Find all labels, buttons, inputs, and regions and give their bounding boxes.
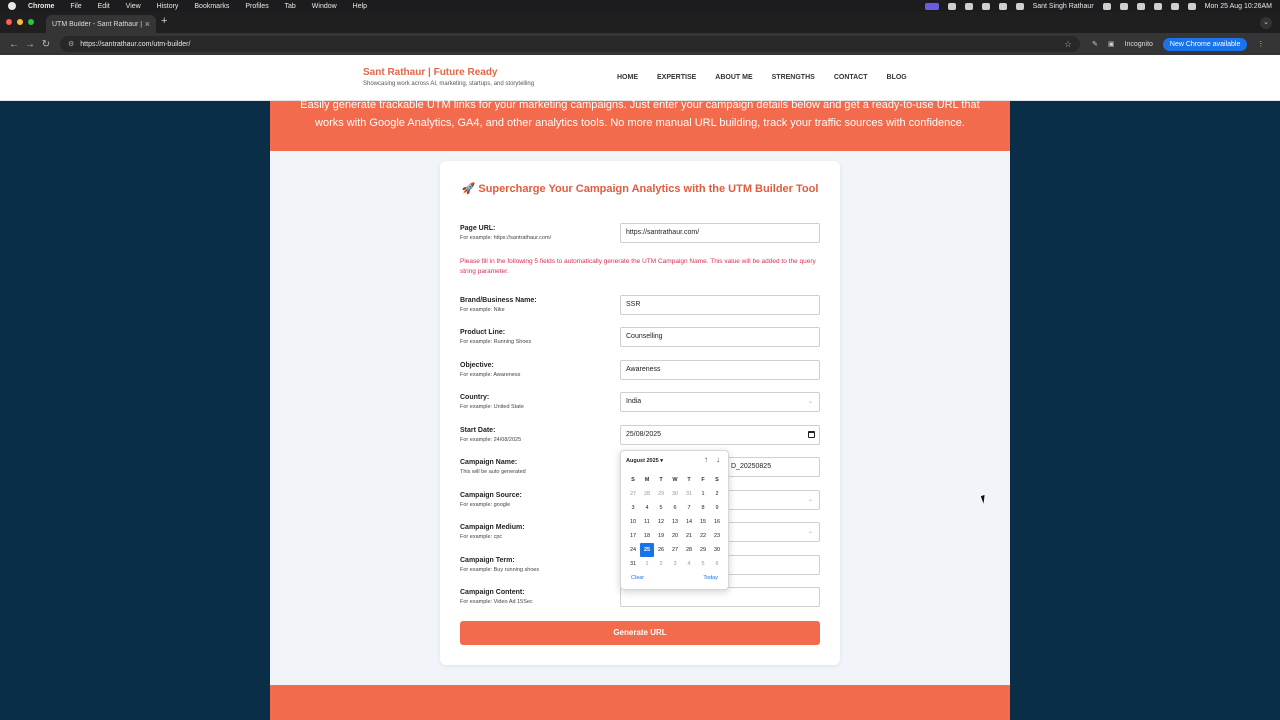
- site-info-icon[interactable]: ⚙: [68, 41, 75, 48]
- chevron-down-icon: ⌄: [807, 399, 813, 405]
- weekday-label: F: [701, 477, 705, 483]
- brand-tagline: Showcasing work across AI, marketing, startups, and storytelling: [363, 81, 535, 87]
- field-example: For example: Buy running shoes: [460, 567, 540, 573]
- calendar-day[interactable]: 15: [699, 519, 707, 525]
- calendar-day[interactable]: 13: [671, 519, 679, 525]
- page-url-input[interactable]: https://santrathaur.com/: [620, 223, 820, 243]
- battery-icon[interactable]: [1120, 3, 1128, 10]
- site-brand[interactable]: [363, 67, 534, 87]
- menu-view[interactable]: View: [125, 2, 141, 10]
- field-page-url: [460, 225, 820, 247]
- field-example: This will be auto generated: [460, 469, 526, 475]
- hero-banner: [270, 101, 1010, 151]
- calendar-day[interactable]: 27: [629, 491, 637, 497]
- nav-expertise[interactable]: EXPERTISE: [657, 74, 697, 81]
- field-start-date: [460, 427, 820, 449]
- field-example: For example: Running Shoes: [460, 339, 532, 345]
- browser-toolbar: [0, 33, 1280, 55]
- reload-icon[interactable]: ↻: [41, 38, 51, 50]
- wrench-icon[interactable]: [999, 3, 1007, 10]
- calendar-day[interactable]: 5: [659, 505, 663, 511]
- field-example: For example: United State: [460, 404, 524, 410]
- clear-date-button[interactable]: Clear: [631, 575, 645, 581]
- notice-text: Please fill in the following 5 fields to automatically generate the UTM Campaign Name. This value will be added to the query string parameter.: [460, 258, 816, 275]
- search-icon[interactable]: [1154, 3, 1162, 10]
- today-button[interactable]: Today: [703, 575, 718, 581]
- calendar-day[interactable]: 4: [645, 505, 649, 511]
- weekday-label: T: [659, 477, 663, 483]
- hero-text: Easily generate trackable UTM links for your marketing campaigns. Just enter your campaign details below and get a ready-to-use URL that works with Google Analytics, GA4, and other analytics tools. No more manual URL building, track your traffic sources with confidence.: [300, 99, 980, 129]
- app-menus: [28, 3, 381, 10]
- calendar-day[interactable]: 3: [673, 561, 677, 567]
- menu-tab[interactable]: Tab: [284, 2, 296, 10]
- calendar-day[interactable]: 20: [671, 533, 679, 539]
- siri-icon[interactable]: [1188, 3, 1196, 10]
- nav-strengths[interactable]: STRENGTHS: [771, 74, 815, 81]
- weekday-label: W: [672, 477, 678, 483]
- calendar-day[interactable]: 12: [657, 519, 665, 525]
- nav-contact[interactable]: CONTACT: [833, 74, 868, 81]
- previous-month-icon[interactable]: ↑: [704, 455, 708, 464]
- calendar-day[interactable]: 17: [629, 533, 637, 539]
- calendar-day[interactable]: 3: [631, 505, 635, 511]
- new-tab-icon[interactable]: +: [161, 15, 168, 27]
- calendar-day[interactable]: 28: [643, 491, 651, 497]
- field-label: Campaign Source:: [460, 492, 522, 499]
- month-selector[interactable]: August 2025 ▾: [626, 458, 663, 464]
- form-heading: 🚀 Supercharge Your Campaign Analytics with the UTM Builder Tool: [461, 183, 819, 195]
- chevron-down-icon: ⌄: [807, 529, 813, 535]
- incognito-indicator[interactable]: Incognito: [1124, 40, 1153, 48]
- field-example: For example: https://santrathaur.com/: [460, 235, 552, 241]
- calendar-day[interactable]: 31: [629, 561, 637, 567]
- calendar-day[interactable]: 25: [640, 543, 654, 557]
- calendar-day[interactable]: 7: [687, 505, 691, 511]
- window-controls: [6, 19, 34, 25]
- control-center-icon[interactable]: [1171, 3, 1179, 10]
- field-label: Page URL:: [460, 225, 496, 232]
- menu-file[interactable]: File: [70, 2, 82, 10]
- field-example: For example: Video Ad 15Sec: [460, 599, 533, 605]
- calendar-day[interactable]: 30: [671, 491, 679, 497]
- product-line-input[interactable]: Counselling: [620, 327, 820, 347]
- calendar-day[interactable]: 19: [657, 533, 665, 539]
- calendar-day[interactable]: 31: [685, 491, 693, 497]
- page-content: [270, 101, 1010, 720]
- calendar-day[interactable]: 6: [673, 505, 677, 511]
- calendar-day[interactable]: 11: [644, 519, 650, 525]
- calendar-day[interactable]: 23: [713, 533, 721, 539]
- airplane-icon[interactable]: [982, 3, 990, 10]
- weekday-label: S: [631, 477, 635, 483]
- site-nav: [617, 74, 907, 81]
- calendar-day[interactable]: 16: [713, 519, 721, 525]
- wifi-icon[interactable]: [1137, 3, 1145, 10]
- calendar-week: [626, 557, 724, 571]
- objective-input[interactable]: Awareness: [620, 360, 820, 380]
- calendar-grid: [626, 473, 724, 571]
- calendar-week: [626, 501, 724, 515]
- menu-window[interactable]: Window: [311, 2, 337, 10]
- next-month-icon[interactable]: ↓: [716, 455, 720, 464]
- weekday-label: S: [715, 477, 719, 483]
- field-brand: [460, 297, 820, 319]
- field-example: For example: cpc: [460, 534, 503, 540]
- field-example: For example: Awareness: [460, 372, 521, 378]
- chevron-down-icon: ⌄: [807, 497, 813, 503]
- calendar-day[interactable]: 14: [685, 519, 693, 525]
- address-bar[interactable]: [60, 36, 1080, 52]
- tab-close-icon[interactable]: ×: [144, 19, 150, 29]
- extension-icon[interactable]: [948, 3, 956, 10]
- pen-icon[interactable]: ✎: [1092, 41, 1098, 48]
- calendar-day[interactable]: 10: [629, 519, 637, 525]
- calendar-day[interactable]: 1: [645, 561, 649, 567]
- start-date-input[interactable]: [620, 425, 820, 445]
- status-area: [925, 3, 1272, 10]
- field-label: Brand/Business Name:: [460, 297, 537, 304]
- calendar-week: [626, 529, 724, 543]
- campaign-content-input[interactable]: [620, 587, 820, 607]
- calendar-day[interactable]: 9: [715, 505, 719, 511]
- menu-profiles[interactable]: Profiles: [245, 2, 269, 10]
- more-menu-icon[interactable]: ⋮: [1257, 41, 1265, 48]
- calendar-day[interactable]: 30: [713, 547, 721, 553]
- footer-band: [270, 685, 1010, 720]
- user-name[interactable]: Sant Singh Rathaur: [1032, 2, 1094, 10]
- calendar-day[interactable]: 2: [715, 491, 719, 497]
- weekday-label: M: [644, 477, 650, 483]
- date-picker: [620, 450, 729, 590]
- field-product-line: [460, 329, 820, 351]
- picker-footer: [631, 575, 718, 581]
- menu-history[interactable]: History: [156, 2, 179, 10]
- calendar-week: [626, 515, 724, 529]
- country-value: India: [626, 398, 642, 405]
- close-window-icon[interactable]: [6, 19, 12, 25]
- field-label: Campaign Medium:: [460, 524, 525, 531]
- toolbar-actions: [1092, 38, 1264, 51]
- field-example: For example: Nike: [460, 307, 505, 313]
- calendar-day[interactable]: 26: [657, 547, 665, 553]
- calendar-day[interactable]: 29: [699, 547, 707, 553]
- browser-tab[interactable]: [46, 15, 156, 33]
- nav-blog[interactable]: BLOG: [886, 74, 907, 81]
- record-icon[interactable]: [965, 3, 973, 10]
- field-example: For example: google: [460, 502, 511, 508]
- site-header: [0, 55, 1280, 101]
- tab-title: UTM Builder - Sant Rathaur |: [52, 20, 143, 28]
- macos-menu-bar: [0, 0, 1280, 12]
- campaign-name-input[interactable]: D_20250825: [620, 457, 820, 477]
- forward-icon[interactable]: →: [25, 38, 35, 50]
- extensions-icon[interactable]: ▣: [1107, 41, 1115, 48]
- start-date-value: 25/08/2025: [626, 431, 662, 438]
- brand-name[interactable]: Sant Rathaur | Future Ready: [363, 67, 498, 78]
- calendar-day[interactable]: 28: [685, 547, 693, 553]
- calendar-week: [626, 487, 724, 501]
- weekday-label: T: [687, 477, 691, 483]
- calendar-day[interactable]: 5: [701, 561, 705, 567]
- play-icon[interactable]: [1016, 3, 1024, 10]
- field-campaign-content: [460, 589, 820, 611]
- field-label: Objective:: [460, 362, 494, 369]
- field-label: Campaign Name:: [460, 459, 518, 466]
- field-label: Start Date:: [460, 427, 496, 434]
- screen-icon[interactable]: [925, 3, 939, 10]
- url-text[interactable]: https://santrathaur.com/utm-builder/: [80, 40, 191, 48]
- zoom-window-icon[interactable]: [28, 19, 34, 25]
- field-objective: [460, 362, 820, 384]
- minimize-window-icon[interactable]: [17, 19, 23, 25]
- back-icon[interactable]: ←: [9, 38, 19, 50]
- calendar-day[interactable]: 22: [699, 533, 707, 539]
- field-label: Product Line:: [460, 329, 506, 336]
- brand-input[interactable]: SSR: [620, 295, 820, 315]
- calendar-day[interactable]: 27: [671, 547, 679, 553]
- field-example: For example: 24/08/2025: [460, 437, 522, 443]
- bookmark-star-icon[interactable]: ☆: [1063, 38, 1072, 49]
- calendar-day[interactable]: 2: [659, 561, 663, 567]
- calendar-day[interactable]: 8: [701, 505, 705, 511]
- calendar-day[interactable]: 29: [657, 491, 665, 497]
- weekday-header: [626, 473, 724, 487]
- month-nav: [704, 455, 720, 464]
- calendar-icon[interactable]: [808, 431, 815, 438]
- field-country: [460, 394, 820, 416]
- menu-chrome[interactable]: Chrome: [28, 2, 55, 10]
- country-select[interactable]: [620, 392, 820, 412]
- calendar-day[interactable]: 18: [643, 533, 651, 539]
- calendar-day[interactable]: 24: [629, 547, 637, 553]
- nav-about[interactable]: ABOUT ME: [715, 74, 753, 81]
- tab-strip: [0, 12, 1280, 33]
- field-label: Campaign Term:: [460, 557, 515, 564]
- field-label: Campaign Content:: [460, 589, 525, 596]
- update-chrome-button[interactable]: New Chrome available: [1163, 38, 1247, 51]
- tab-search-icon[interactable]: ⌄: [1260, 17, 1272, 29]
- calendar-week: [626, 543, 724, 557]
- calendar-day[interactable]: 21: [685, 533, 693, 539]
- menu-help[interactable]: Help: [352, 2, 368, 10]
- menu-bookmarks[interactable]: Bookmarks: [194, 2, 230, 10]
- apple-icon[interactable]: [8, 2, 16, 10]
- calendar-day[interactable]: 1: [701, 491, 705, 497]
- field-label: Country:: [460, 394, 490, 401]
- clock[interactable]: Mon 25 Aug 10:26AM: [1204, 2, 1272, 10]
- generate-url-button[interactable]: Generate URL: [460, 621, 820, 645]
- bluetooth-icon[interactable]: [1103, 3, 1111, 10]
- calendar-day[interactable]: 4: [687, 561, 691, 567]
- calendar-day[interactable]: 6: [715, 561, 719, 567]
- nav-home[interactable]: HOME: [617, 74, 638, 81]
- menu-edit[interactable]: Edit: [97, 2, 110, 10]
